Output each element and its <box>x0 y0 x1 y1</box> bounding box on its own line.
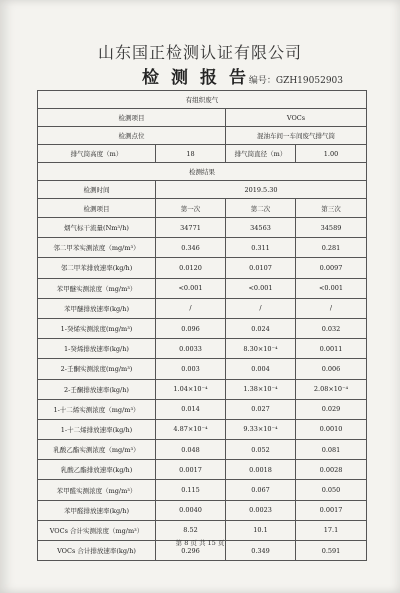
row-value-3: 0.281 <box>296 238 367 258</box>
row-parameter: VOCs 合计排放速率(kg/h) <box>38 541 156 561</box>
row-value-3: 2.08×10⁻⁴ <box>296 379 367 399</box>
report-title: 检测报告 <box>142 68 258 88</box>
section-results: 检测结果 <box>38 163 367 181</box>
row-parameter: 烟气标干流量(Nm³/h) <box>38 218 156 238</box>
point-label: 检测点位 <box>38 127 226 145</box>
row-value-2: / <box>226 298 296 318</box>
row-parameter: 乳酸乙酯排放速率(kg/h) <box>38 460 156 480</box>
row-value-2: 0.0107 <box>226 258 296 278</box>
item-value: VOCs <box>226 109 367 127</box>
row-value-2: 0.067 <box>226 480 296 500</box>
row-value-3: 0.591 <box>296 541 367 561</box>
row-parameter: 1-癸烯排放速率(kg/h) <box>38 339 156 359</box>
row-value-1: 0.0033 <box>156 339 226 359</box>
row-value-3: 0.029 <box>296 399 367 419</box>
row-value-3: 0.0011 <box>296 339 367 359</box>
table-row <box>38 440 367 460</box>
table-row <box>38 460 367 480</box>
row-value-3: 0.0097 <box>296 258 367 278</box>
row-value-1: 0.014 <box>156 399 226 419</box>
table-row <box>38 500 367 520</box>
row-parameter: 苯甲醛实测浓度（mg/m³） <box>38 480 156 500</box>
results-table <box>37 90 367 561</box>
row-parameter: 苯甲醛排放速率(kg/h) <box>38 500 156 520</box>
row-value-2: 0.311 <box>226 238 296 258</box>
row-value-3: 0.032 <box>296 318 367 338</box>
row-value-3: 0.050 <box>296 480 367 500</box>
row-value-2: 0.052 <box>226 440 296 460</box>
row-value-3: 34589 <box>296 218 367 238</box>
row-value-2: 0.024 <box>226 318 296 338</box>
row-value-1: 0.0017 <box>156 460 226 480</box>
table-row <box>38 298 367 318</box>
row-value-1: 0.0120 <box>156 258 226 278</box>
row-value-1: 4.87×10⁻⁴ <box>156 419 226 439</box>
row-value-2: 0.0018 <box>226 460 296 480</box>
row-value-3: 17.1 <box>296 520 367 540</box>
stack-height-value: 18 <box>156 145 226 163</box>
row-value-2: <0.001 <box>226 278 296 298</box>
table-row <box>38 318 367 338</box>
row-value-1: 0.003 <box>156 359 226 379</box>
row-value-1: 0.0040 <box>156 500 226 520</box>
page-number: 第 8 页 共 15 页 <box>175 539 225 547</box>
stack-diameter-label: 排气筒直径（m） <box>226 145 296 163</box>
section-organized-exhaust: 有组织废气 <box>38 91 367 109</box>
table-row <box>38 419 367 439</box>
point-value: 混油车间一车间废气排气筒 <box>226 127 367 145</box>
row-value-1: / <box>156 298 226 318</box>
row-value-2: 34563 <box>226 218 296 238</box>
row-value-3: 0.0010 <box>296 419 367 439</box>
row-parameter: 1-癸烯实测浓度(mg/m³) <box>38 318 156 338</box>
row-value-1: 0.296 <box>156 541 226 561</box>
test-time-value: 2019.5.30 <box>156 181 367 199</box>
table-row <box>38 359 367 379</box>
row-value-3: 0.0028 <box>296 460 367 480</box>
table-row <box>38 218 367 238</box>
row-parameter: 乳酸乙酯实测浓度（mg/m³） <box>38 440 156 460</box>
row-parameter: 2-壬酮实测浓度(mg/m³) <box>38 359 156 379</box>
row-parameter: 1-十二烯实测浓度（mg/m³） <box>38 399 156 419</box>
stack-diameter-value: 1.00 <box>296 145 367 163</box>
column-header-second: 第二次 <box>226 199 296 218</box>
row-value-2: 10.1 <box>226 520 296 540</box>
row-value-3: 0.006 <box>296 359 367 379</box>
row-value-2: 1.38×10⁻⁴ <box>226 379 296 399</box>
row-parameter: VOCs 合计实测浓度（mg/m³） <box>38 520 156 540</box>
table-row <box>38 379 367 399</box>
report-number: 编号：GZH19052903 <box>248 76 343 86</box>
row-value-1: 34771 <box>156 218 226 238</box>
row-parameter: 1-十二烯排放速率(kg/h) <box>38 419 156 439</box>
row-value-2: 0.027 <box>226 399 296 419</box>
test-time-label: 检测时间 <box>38 181 156 199</box>
row-value-1: 0.096 <box>156 318 226 338</box>
row-value-3: 0.081 <box>296 440 367 460</box>
row-value-2: 0.0023 <box>226 500 296 520</box>
table-row <box>38 238 367 258</box>
table-row <box>38 339 367 359</box>
row-parameter: 苯甲醚排放速率(kg/h) <box>38 298 156 318</box>
row-value-1: 0.115 <box>156 480 226 500</box>
column-header-item: 检测项目 <box>38 199 156 218</box>
row-parameter: 2-壬酮排放速率(kg/h) <box>38 379 156 399</box>
row-value-3: <0.001 <box>296 278 367 298</box>
row-parameter: 邻二甲苯排放速率(kg/h) <box>38 258 156 278</box>
table-row <box>38 399 367 419</box>
row-value-1: 0.346 <box>156 238 226 258</box>
table-row <box>38 278 367 298</box>
company-name: 山东国正检测认证有限公司 <box>97 43 302 62</box>
row-parameter: 苯甲醚实测浓度（mg/m³） <box>38 278 156 298</box>
row-value-1: <0.001 <box>156 278 226 298</box>
row-value-1: 0.048 <box>156 440 226 460</box>
row-parameter: 邻二甲苯实测浓度（mg/m³） <box>38 238 156 258</box>
row-value-2: 0.349 <box>226 541 296 561</box>
row-value-1: 1.04×10⁻⁴ <box>156 379 226 399</box>
row-value-3: / <box>296 298 367 318</box>
column-header-third: 第三次 <box>296 199 367 218</box>
item-label: 检测项目 <box>38 109 226 127</box>
row-value-2: 9.33×10⁻⁴ <box>226 419 296 439</box>
table-row <box>38 258 367 278</box>
row-value-1: 8.52 <box>156 520 226 540</box>
stack-height-label: 排气筒高度（m） <box>38 145 156 163</box>
row-value-2: 8.30×10⁻⁴ <box>226 339 296 359</box>
column-header-first: 第一次 <box>156 199 226 218</box>
row-value-3: 0.0017 <box>296 500 367 520</box>
table-row <box>38 480 367 500</box>
row-value-2: 0.004 <box>226 359 296 379</box>
